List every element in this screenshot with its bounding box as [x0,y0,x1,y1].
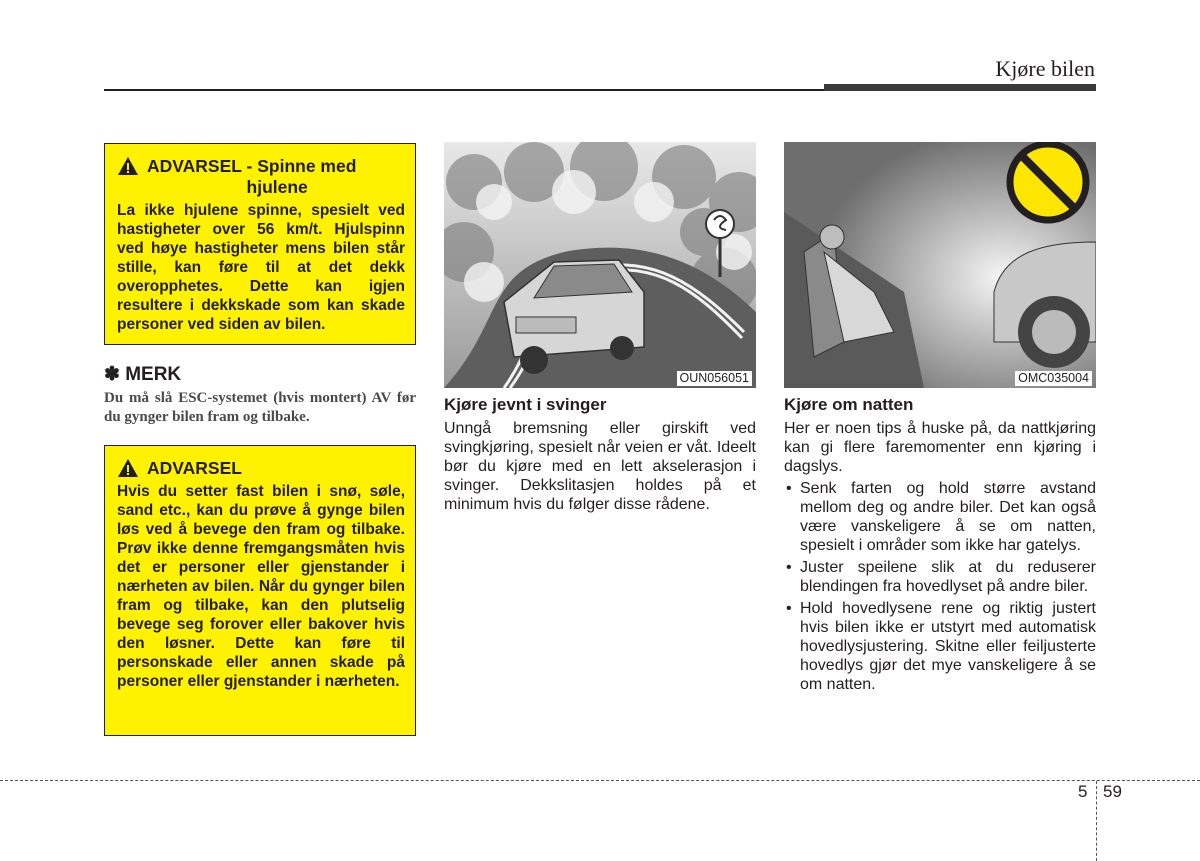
warning-box-wheel-spin [104,143,416,345]
section-heading-curves: Kjøre jevnt i svinger [444,395,607,414]
figure-code: OUN056051 [677,371,753,386]
header-rule [104,89,824,91]
section-heading-night: Kjøre om natten [784,395,914,414]
warning-label: ADVARSEL [147,458,242,478]
warning-heading [117,156,405,198]
footer-rule [0,780,1200,781]
list-item: • Juster speilene slik at du reduserer blendingen fra hovedlyset på andre biler. [784,558,1096,596]
note-text: Du må slå ESC-systemet (hvis montert) AV før du gynger bilen fram og tilbake. [104,390,416,425]
list-item: • Senk farten og hold større avstand mellom deg og andre biler. Det kan også være vanskeligere å se om natten, spesielt i områder som ikke har gatelys. [784,479,1096,555]
note-title: ✽ MERK [104,364,182,385]
curve-driving-illustration [444,142,756,388]
warning-box-stuck-vehicle [104,445,416,736]
warning-body: La ikke hjulene spinne, spesielt ved hastigheter over 56 km/t. Hjulspinn ved høye hastigheter mens bilen står stille, kan føre til at det dekk overopphetes. Dette kan igjen resultere i dekkskade som kan skade personer ved siden av bilen. [117,202,405,333]
snowy-road-car-image [444,142,756,388]
page-number: 59 [1103,782,1122,801]
section-text-curves: Unngå bremsning eller girskift ved svingkjøring, spesielt når veien er våt. Ideelt bør du kjøre med en lett akselerasjon i svinger. Dekkslitasjen holdes på et minimum hvis du følger disse rådene. [444,420,756,513]
warning-body: Hvis du setter fast bilen i snø, søle, sand etc., kan du prøve å gynge bilen løs ved å bevege den fram og tilbake. Prøv ikke denne fremgangsmåten hvis det er personer eller gjenstander i nærheten av bilen. Når du gynger bilen fram og tilbake, kan den plutselig bevege seg forover eller bakover hvis den løsner. Dette kan føre til personskade eller annen skade på personer eller gjenstander i nærheten. [117,483,405,690]
warning-triangle-icon [117,458,139,478]
footer-divider [1096,781,1097,861]
headlight-glare-image [784,142,1096,388]
warning-triangle-icon [117,156,139,176]
night-tips-list [784,479,1096,697]
page-header-title: Kjøre bilen [995,56,1095,81]
warning-label: ADVARSEL [147,156,242,176]
warning-subtitle: - Spinne med hjulene [246,156,357,197]
section-number: 5 [1078,782,1088,801]
header-rule-accent [824,84,1096,91]
figure-code: OMC035004 [1015,371,1092,386]
warning-heading [117,458,405,479]
night-driving-illustration [784,142,1096,388]
list-item: • Hold hovedlysene rene og riktig justert hvis bilen ikke er utstyrt med automatisk hovedlysjustering. Skitne eller feiljusterte hovedlys gjør det mye vanskeligere å se om natten. [784,599,1096,694]
section-intro-night: Her er noen tips å huske på, da nattkjøring kan gi flere faremomenter enn kjøring i dagslys. [784,420,1096,475]
